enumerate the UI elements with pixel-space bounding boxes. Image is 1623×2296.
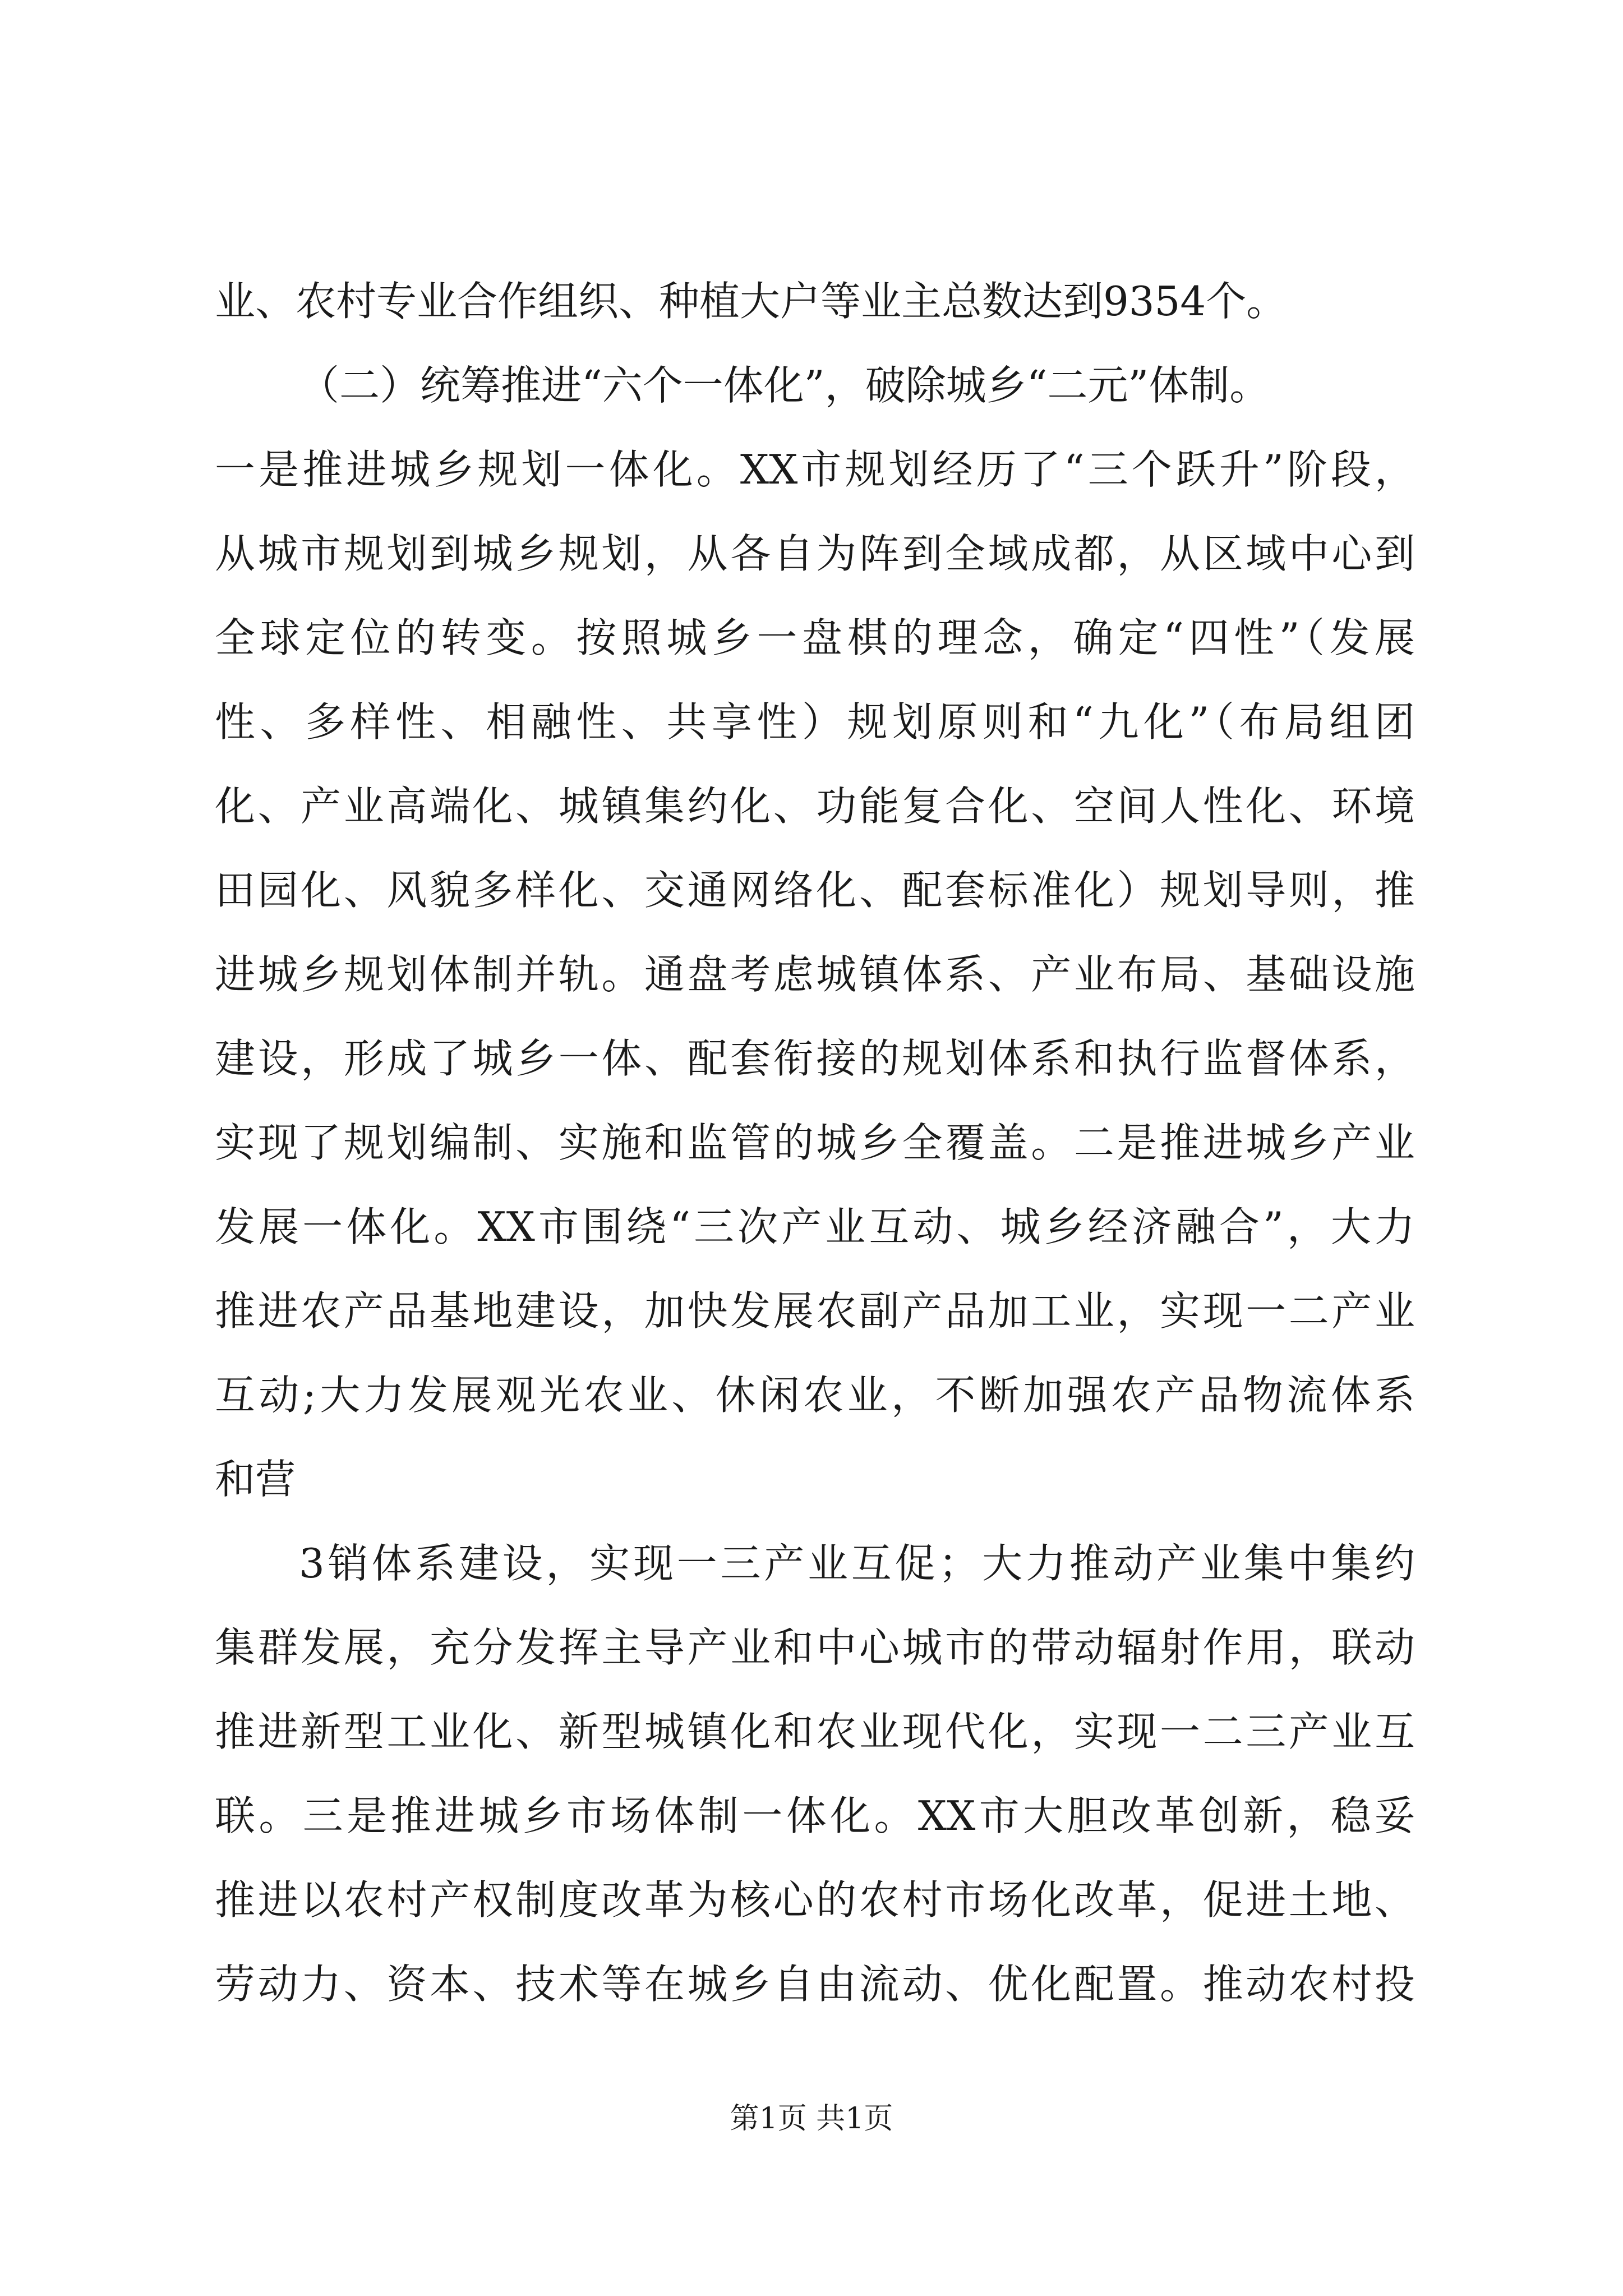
- text-line: （二）统筹推进“六个一体化”，破除城乡“二元”体制。: [299, 362, 1270, 409]
- text-line: 化、产业高端化、城镇集约化、功能复合化、空间人性化、环境: [215, 783, 1415, 830]
- text-line: 建设，形成了城乡一体、配套衔接的规划体系和执行监督体系，: [215, 1035, 1415, 1082]
- text-line: 业、农村专业合作组织、种植大户等业主总数达到9354个。: [215, 278, 1287, 325]
- text-line: 推进以农村产权制度改革为核心的农村市场化改革，促进土地、: [215, 1876, 1415, 1924]
- page-footer: [0, 2099, 1623, 2138]
- text-line: 劳动力、资本、技术等在城乡自由流动、优化配置。推动农村投: [215, 1961, 1415, 2008]
- text-line: 从城市规划到城乡规划，从各自为阵到全域成都，从区域中心到: [215, 530, 1415, 577]
- text-line: 集群发展，充分发挥主导产业和中心城市的带动辐射作用，联动: [215, 1624, 1415, 1671]
- text-line: 进城乡规划体制并轨。通盘考虑城镇体系、产业布局、基础设施: [215, 951, 1415, 998]
- body-text: [215, 259, 1415, 2026]
- text-line: 田园化、风貌多样化、交通网络化、配套标准化）规划导则，推: [215, 867, 1415, 914]
- text-line: 发展一体化。XX市围绕“三次产业互动、城乡经济融合”，大力: [215, 1203, 1415, 1250]
- text-line: 和营: [215, 1456, 296, 1503]
- text-line: 互动;大力发展观光农业、休闲农业，不断加强农产品物流体系: [215, 1372, 1415, 1419]
- text-line: 推进农产品基地建设，加快发展农副产品加工业，实现一二产业: [215, 1287, 1415, 1335]
- text-line: 一是推进城乡规划一体化。XX市规划经历了“三个跃升”阶段，: [215, 446, 1415, 493]
- text-line: 实现了规划编制、实施和监管的城乡全覆盖。二是推进城乡产业: [215, 1119, 1415, 1166]
- text-line: 性、多样性、相融性、共享性）规划原则和“九化”（布局组团: [215, 698, 1415, 746]
- text-line: 3销体系建设，实现一三产业互促；大力推动产业集中集约: [299, 1540, 1415, 1587]
- text-line: 推进新型工业化、新型城镇化和农业现代化，实现一二三产业互: [215, 1708, 1415, 1755]
- page-number: 第1页 共1页: [730, 2102, 893, 2136]
- text-line: 联。三是推进城乡市场体制一体化。XX市大胆改革创新，稳妥: [215, 1792, 1415, 1839]
- text-line: 全球定位的转变。按照城乡一盘棋的理念，确定“四性”（发展: [215, 614, 1415, 661]
